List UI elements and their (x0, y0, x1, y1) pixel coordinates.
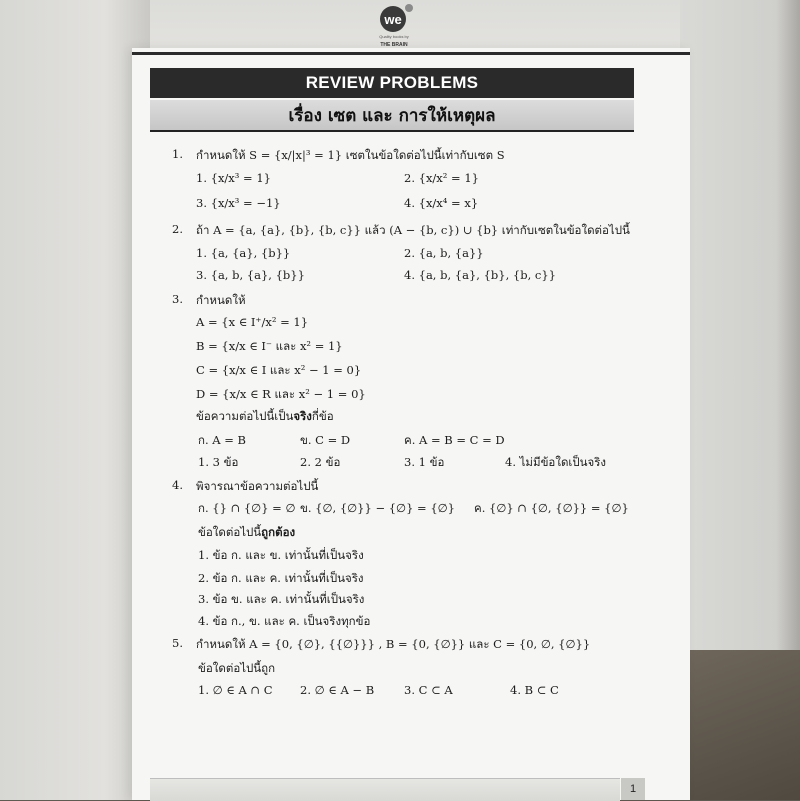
q3-question-emphasis: จริง (293, 409, 312, 423)
q4-question (198, 524, 295, 542)
q1-choice-2: 2. {x/x² = 1} (404, 171, 479, 185)
section-subtitle: เรื่อง เซต และ การให้เหตุผล (150, 100, 634, 132)
q3-stem: กำหนดให้ (196, 293, 246, 307)
q4-statement-3: ค. {∅} ∩ {∅, {∅}} = {∅} (474, 501, 629, 515)
q3-statement-1: ก. A = B (198, 433, 246, 447)
q4-choice-2: 2. ข้อ ก. และ ค. เท่านั้นที่เป็นจริง (198, 571, 364, 585)
background-left (0, 0, 150, 800)
q2-choice-1: 1. {a, {a}, {b}} (196, 246, 291, 260)
page-footer (150, 778, 620, 801)
q2-number: 2. (172, 222, 183, 236)
logo-brand: THE BRAIN (380, 42, 408, 48)
q4-choice-1: 1. ข้อ ก. และ ข. เท่านั้นที่เป็นจริง (198, 548, 364, 562)
q3-definition-b: B = {x/x ∈ I⁻ และ x² = 1} (196, 339, 343, 353)
q5-choice-4: 4. B ⊂ C (510, 683, 559, 697)
background-table (690, 650, 800, 800)
q3-number: 3. (172, 292, 183, 306)
q5-choice-3: 3. C ⊂ A (404, 683, 453, 697)
section-title: REVIEW PROBLEMS (150, 68, 634, 98)
q1-number: 1. (172, 147, 183, 161)
publisher-logo (380, 6, 436, 56)
q3-definition-c: C = {x/x ∈ I และ x² − 1 = 0} (196, 363, 362, 377)
q2-stem: ถ้า A = {a, {a}, {b}, {b, c}} แล้ว (A − {b, c}) ∪ {b} เท่ากับเซตในข้อใดต่อไปนี้ (196, 223, 630, 237)
page-number: 1 (621, 778, 645, 800)
q4-question-emphasis: ถูกต้อง (261, 525, 296, 539)
q5-choice-2: 2. ∅ ∈ A − B (300, 683, 375, 697)
logo-tagline: Quality books by (379, 34, 409, 39)
q4-statement-1: ก. {} ∩ {∅} = ∅ (198, 501, 296, 515)
q1-choice-4: 4. {x/x⁴ = x} (404, 196, 479, 210)
q5-stem: กำหนดให้ A = {0, {∅}, {{∅}}} , B = {0, {∅}} และ C = {0, ∅, {∅}} (196, 637, 591, 651)
q4-question-pre: ข้อใดต่อไปนี้ (198, 525, 262, 539)
q2-choice-4: 4. {a, b, {a}, {b}, {b, c}} (404, 268, 556, 282)
q3-question-pre: ข้อความต่อไปนี้เป็น (196, 409, 294, 423)
q3-choice-3: 3. 1 ข้อ (404, 455, 445, 469)
q3-definition-d: D = {x/x ∈ R และ x² − 1 = 0} (196, 387, 366, 401)
q3-choice-2: 2. 2 ข้อ (300, 455, 341, 469)
q3-definition-a: A = {x ∈ I⁺/x² = 1} (196, 315, 309, 329)
q3-question-post: กี่ข้อ (311, 409, 334, 423)
q3-statement-3: ค. A = B = C = D (404, 433, 505, 447)
q1-choice-3: 3. {x/x³ = −1} (196, 196, 281, 210)
q5-number: 5. (172, 636, 183, 650)
logo-dot-icon (405, 4, 413, 12)
q3-choice-4: 4. ไม่มีข้อใดเป็นจริง (505, 455, 607, 469)
background-right (680, 0, 800, 650)
q5-choice-1: 1. ∅ ∈ A ∩ C (198, 683, 273, 697)
q1-stem: กำหนดให้ S = {x/|x|³ = 1} เซตในข้อใดต่อไปนี้เท่ากับเซต S (196, 148, 505, 162)
q4-number: 4. (172, 478, 183, 492)
q2-choice-3: 3. {a, b, {a}, {b}} (196, 268, 305, 282)
q4-choice-3: 3. ข้อ ข. และ ค. เท่านั้นที่เป็นจริง (198, 592, 365, 606)
q2-choice-2: 2. {a, b, {a}} (404, 246, 484, 260)
q5-question: ข้อใดต่อไปนี้ถูก (198, 661, 276, 675)
q3-statement-2: ข. C = D (300, 433, 351, 447)
q4-statement-2: ข. {∅, {∅}} − {∅} = {∅} (300, 501, 455, 515)
q3-choice-1: 1. 3 ข้อ (198, 455, 239, 469)
q4-choice-4: 4. ข้อ ก., ข. และ ค. เป็นจริงทุกข้อ (198, 614, 371, 628)
logo-mark: we (380, 6, 406, 32)
q4-stem: พิจารณาข้อความต่อไปนี้ (196, 479, 319, 493)
q3-question (196, 408, 334, 426)
q1-choice-1: 1. {x/x³ = 1} (196, 171, 271, 185)
